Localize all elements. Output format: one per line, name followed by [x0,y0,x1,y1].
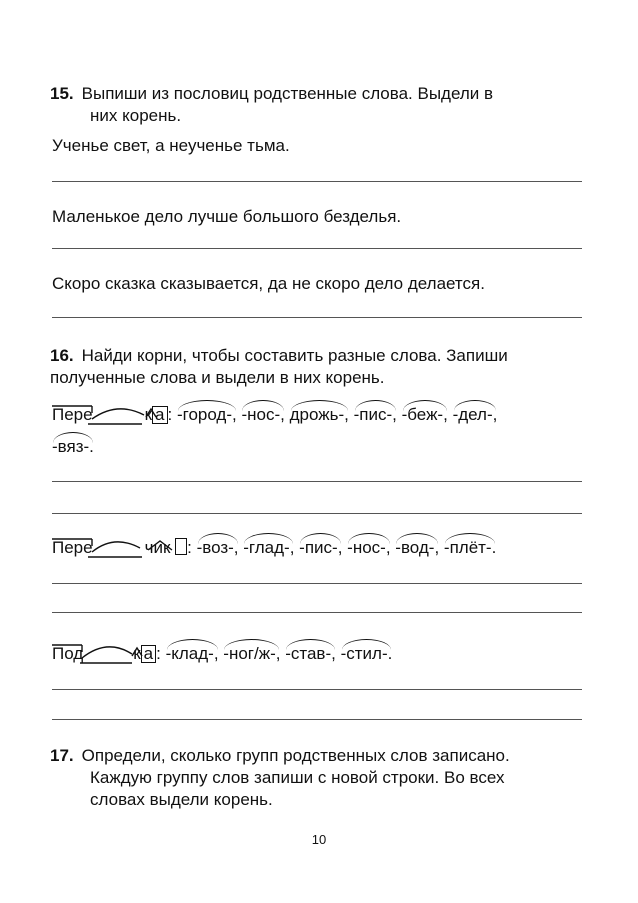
proverb-3: Скоро сказка сказывается, да не скоро дело делается. [52,274,485,293]
root-option: -вяз-. [52,437,94,456]
proverb-1: Ученье свет, а неученье тьма. [52,136,290,155]
suffix-text: к [133,644,141,663]
root-option: -клад-, [165,644,219,663]
task-16-heading [50,345,585,389]
answer-line[interactable] [52,689,582,690]
answer-line[interactable] [52,248,582,249]
word-scheme-1-icon [52,405,192,431]
prefix-text: Пере [52,538,93,557]
answer-line[interactable] [52,583,582,584]
root-option: -плёт-. [443,538,497,557]
answer-line[interactable] [52,719,582,720]
task-17-number: 17. [50,746,74,765]
root-option: -нос-, [241,405,285,424]
morpheme-row-3: Под к а : -клад-, -ног/ж-, -став-, -стил-. [52,644,392,668]
root-option: -пис-, [353,405,397,424]
answer-line[interactable] [52,317,582,318]
task-17-heading [50,745,585,811]
root-option: -глад-, [243,538,295,557]
task-17-text-3: словах выдели корень. [90,790,273,809]
task-15-heading [50,83,585,127]
task-15-text-2: них корень. [90,106,182,125]
answer-line[interactable] [52,481,582,482]
root-option: -дел-, [452,405,498,424]
answer-line[interactable] [52,513,582,514]
root-option: -город-, [176,405,237,424]
suffix-text: к [144,405,153,424]
root-option: -вод-, [395,538,440,557]
page-number: 10 [311,832,327,847]
answer-line[interactable] [52,612,582,613]
answer-line[interactable] [52,181,582,182]
task-15-text-1: Выпиши из пословиц родственные слова. Выдели в [81,84,494,103]
root-option: дрожь-, [289,405,349,424]
root-option: -воз-, [196,538,239,557]
root-option: -став-, [285,644,336,663]
task-16-text-2: полученные слова и выдели в них корень. [50,368,385,387]
task-17-text-1: Определи, сколько групп родственных слов записано. [81,746,510,765]
morpheme-row-2: Пере чик : -воз-, -глад-, -пис-, -нос-, -вод-, -плёт-. [52,538,496,562]
root-option: -беж-, [401,405,448,424]
morpheme-row-1: Пере к а : -город-, -нос-, дрожь-, -пис-, -беж-, -дел-, [52,405,497,429]
root-option: -ног/ж-, [223,644,281,663]
ending-box: а [152,406,167,424]
task-16-number: 16. [50,346,74,365]
task-16-text-1: Найди корни, чтобы составить разные слова. Запиши [81,346,508,365]
prefix-text: Пере [52,405,93,424]
proverb-2: Маленькое дело лучше большого безделья. [52,207,402,226]
task-15-number: 15. [50,84,74,103]
task-17-text-2: Каждую группу слов запиши с новой строки. Во всех [90,768,505,787]
ending-box: а [141,645,156,663]
prefix-text: Под [52,644,84,663]
root-option: -пис-, [299,538,343,557]
root-option: -нос-, [347,538,391,557]
word-scheme-2-icon [52,538,212,564]
morpheme-row-1-cont [52,437,94,457]
suffix-text: чик [144,538,171,557]
root-option: -стил-. [340,644,393,663]
